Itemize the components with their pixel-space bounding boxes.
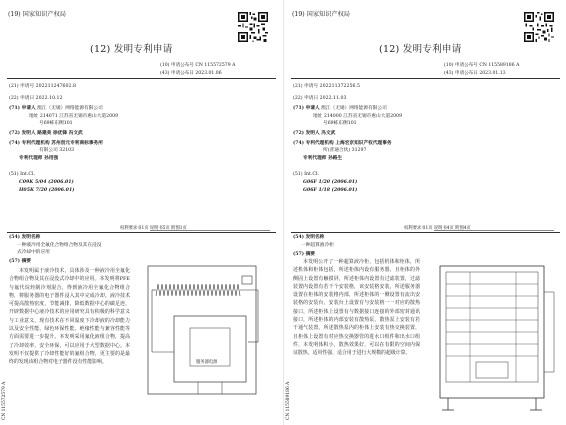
section-rule: [291, 232, 560, 233]
publication-kind: (12) 发明专利申请: [379, 44, 462, 55]
patent-agency: (74) 专利代理机构 上海宏京知识产权代理事务: [293, 141, 392, 146]
office-name: (19) 国家知识产权局: [292, 11, 350, 18]
applicant-address-2: 号69栋东侧101: [39, 121, 73, 126]
applicant-address-1: 地址 214000 江苏省无锡市惠山大道2009: [313, 114, 403, 119]
applicant-address-1: 地址 214071 江苏省无锡市惠山大道2009: [29, 114, 119, 119]
application-number: (21) 申请号 202211247602.8: [9, 84, 76, 89]
side-publication-code: CN 115589186 A: [286, 381, 291, 420]
application-number: (21) 申请号 202211372256.5: [293, 84, 360, 89]
patent-agency: (74) 专利代理机构 苏州创元专利商标事务所: [9, 141, 103, 146]
patent-agent: 专利代理师 孙路生: [303, 156, 343, 161]
publication-date: (43) 申请公布日 2023.01.13: [444, 71, 506, 76]
patent-agent: 专利代理师 孙用强: [19, 156, 59, 161]
title-label: (54) 发明名称: [293, 235, 325, 240]
title-label: (54) 发明名称: [9, 235, 41, 240]
publication-date: (43) 申请公布日 2023.01.06: [160, 71, 222, 76]
ipc-label: (51) Int.Cl.: [293, 172, 319, 177]
invention-title-1: 一种液冷用全氟化合物组合物及其在浸没: [17, 243, 102, 248]
ipc-class-2: G06F 1/18 (2006.01): [303, 188, 358, 193]
patent-page-right: [283, 0, 566, 425]
page-count-note: 权利要求书1页 说明书4页 附图4页: [404, 226, 471, 231]
abstract-label: (57) 摘要: [293, 252, 315, 257]
publication-kind: (12) 发明专利申请: [90, 44, 173, 55]
applicant-address-2: 号69栋东侧101: [323, 121, 357, 126]
ipc-class-1: G06F 1/20 (2006.01): [303, 180, 358, 185]
applicant-label: (71) 申请人: [293, 106, 320, 111]
application-date: (22) 申请日 2022.10.12: [9, 96, 63, 101]
ipc-label: (51) Int.Cl.: [9, 172, 35, 177]
ipc-class-1: C09K 5/04 (2006.01): [19, 180, 74, 185]
figure-label: 服务器电源: [196, 360, 218, 365]
application-date: (22) 申请日 2022.11.03: [293, 96, 347, 101]
section-rule: [7, 232, 276, 233]
applicant: [9, 106, 103, 112]
abstract-figure: [430, 262, 560, 414]
applicant-name: 澳江（无锡）网络能源有限公司: [37, 106, 103, 111]
ipc-class-2: H05K 7/20 (2006.01): [19, 188, 75, 193]
invention-title-1: 一种超算液冷柜: [301, 243, 334, 248]
header-rule: [7, 78, 276, 79]
abstract-text: 本发明公开了一种超算液冷柜，包括机体和柜体，所述机体和柜体包括，所述柜体内设有服务器，且柜体的外侧固上设置有触摸屏，所述柜体内设置有过滤装置，过滤装置内设置有若干个安装格，该安装格安装，所述服务器设置在柜体的安装格内部，所述柜体的一侧设置有流出安装格的安装台，安装台上设置有与安装格一一对应的散热接口，所述柜体上设置有与数据接口连接的外部密封通讯接口，所述柜体的内部安装有散热泵，散热泵上安装有若干通气装置，所述散热泵内的柜体上安装有热交换装置，且柜体上设置有对应热交换器管的进水口组件和出水口组件，本发明体积小，散热效果好，可以在有限的空间内保证散热，适用性强，适合用于进行大规模的超级计算。: [293, 259, 420, 357]
header-rule: [291, 78, 560, 79]
office-name: (19) 国家知识产权局: [8, 11, 66, 18]
patent-agency-2: 有限公司 32103: [39, 148, 75, 153]
publication-number: (10) 申请公布号 CN 115589186 A: [444, 63, 520, 68]
side-publication-code: CN 115572579 A: [2, 381, 7, 420]
patent-agency-2: 所(普通合伙) 31297: [323, 148, 367, 153]
abstract-label: (57) 摘要: [9, 259, 31, 264]
applicant-name: 澳江（无锡）网络能源有限公司: [321, 106, 387, 111]
abstract-text: 本发明属于液冷技术，具体涉及一种液冷用全氟化合物组合物及其在浸没式冷却中的应用。本发明将PFE与氟代烷烃制冷剂混合，得到液冷用全氟化合物组合物，将服务器的电子器件浸入其中完成冷却。液冷技术可提高散热密度，节能减排，降低数据中心的碳足迹，开辟数据中心液冷技术的应用研究具有积极的科学意义与工业意义，现有技术在不同温度下冷却液的冷却能力以及安全性能、绿色环保性能、绝缘性能与兼容性能等方面需要进一步提升。本发明采用氟化液组合物，提高了冷却效率，安全环保，可以应用于大型数据中心。本发明不仅提供了冷却性能好的氟组合物，更主要的是最终的发现该组合物对电子器件没有性能影响。: [9, 268, 130, 366]
applicant-label: (71) 申请人: [9, 106, 36, 111]
inventor: (72) 发明人 路建美 徐优锋 冯文武: [9, 131, 83, 136]
applicant: [293, 106, 387, 112]
invention-title-2: 式冷却中的应用: [17, 250, 50, 255]
page-count-note: 权利要求书1页 说明书5页 附图1页: [120, 226, 187, 231]
publication-number: (10) 申请公布号 CN 115572579 A: [160, 63, 236, 68]
qr-code-icon: [238, 12, 268, 42]
inventor: (72) 发明人 冯文武: [293, 131, 336, 136]
abstract-figure: [140, 262, 276, 410]
qr-code-icon: [524, 12, 554, 42]
